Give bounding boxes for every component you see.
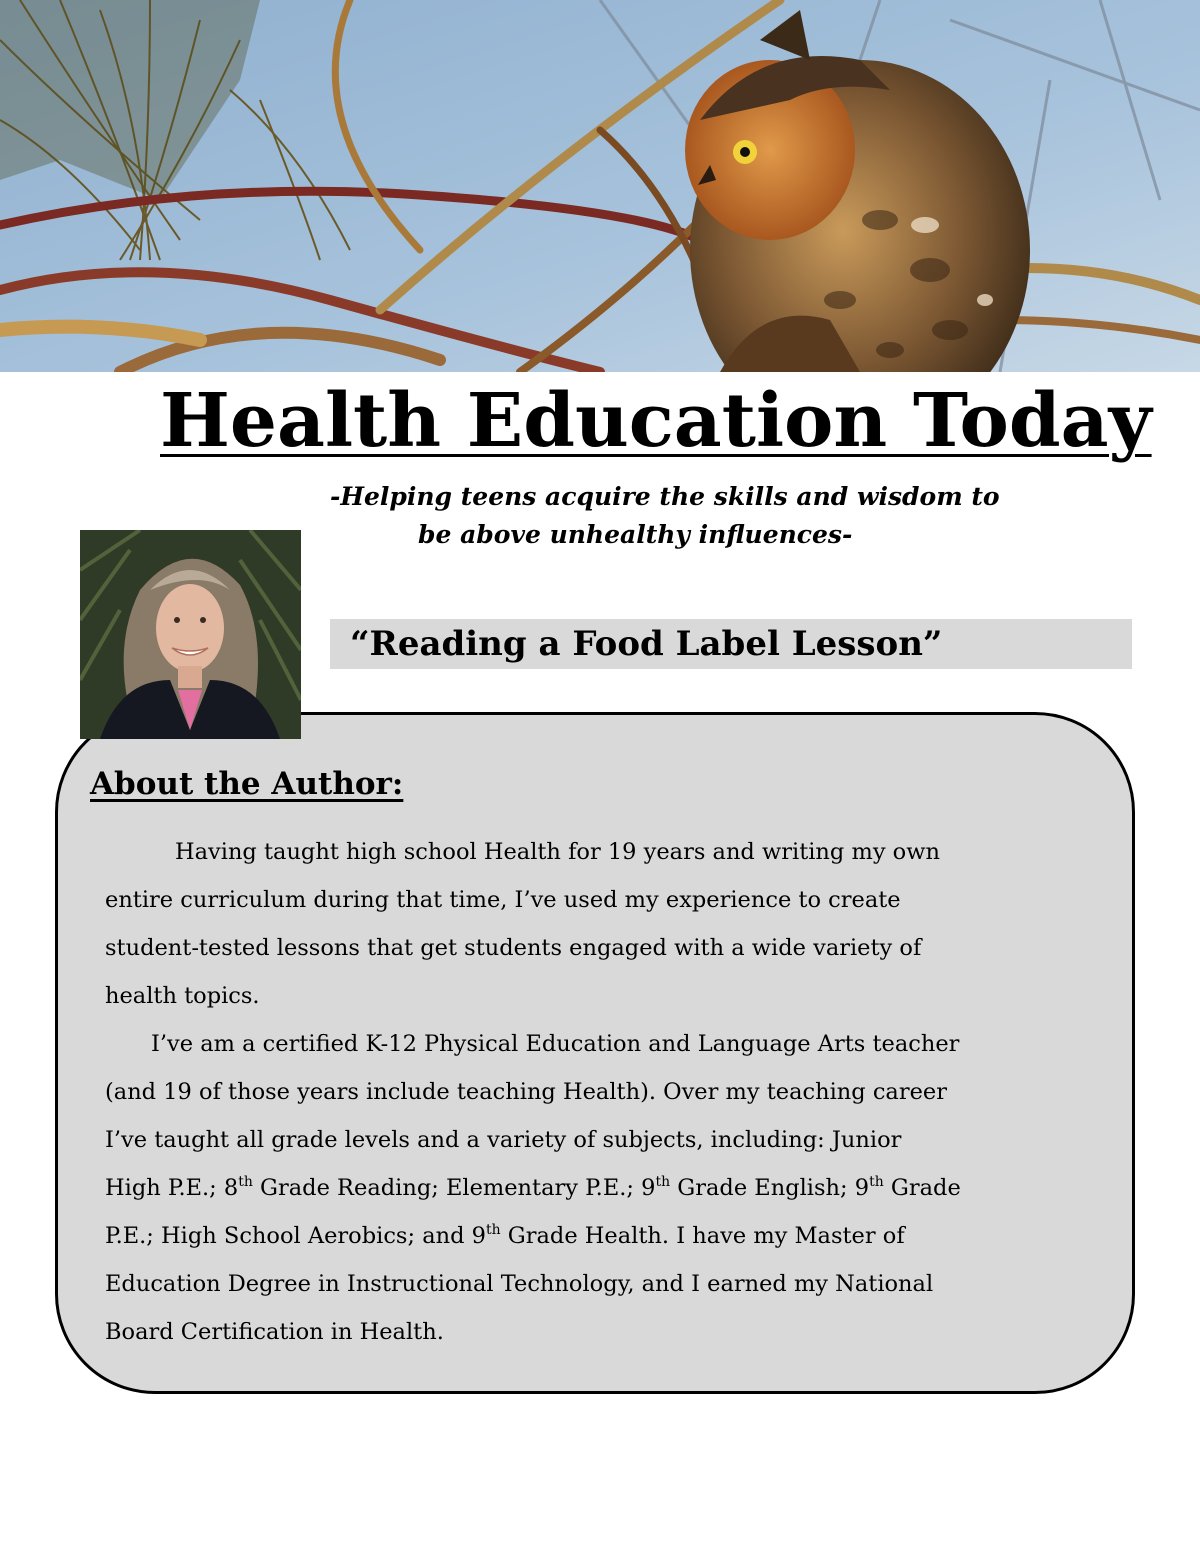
about-text-run: P.E.; High School Aerobics; and 9 [105,1223,486,1249]
about-text-run: Grade Reading; Elementary P.E.; 9 [252,1175,656,1201]
about-author-heading: About the Author: [90,766,404,802]
lesson-title-bar [330,619,1132,669]
about-line: (and 19 of those years include teaching Health). Over my teaching career [105,1079,947,1105]
about-line: entire curriculum during that time, I’ve used my experience to create [105,887,901,913]
about-line: Having taught high school Health for 19 years and writing my own [175,839,940,865]
tagline [330,478,1050,554]
tagline-line-2: be above unhealthy influences- [418,520,853,549]
about-line: I’ve taught all grade levels and a variety of subjects, including: Junior [105,1127,902,1153]
about-author-text [105,828,1105,1356]
ordinal-suffix: th [655,1174,671,1190]
about-line: student-tested lessons that get students engaged with a wide variety of [105,935,922,961]
author-portrait-image [80,530,301,739]
about-line [105,1212,1105,1260]
about-line: Education Degree in Instructional Technology, and I earned my National [105,1271,934,1297]
ordinal-suffix: th [485,1222,501,1238]
about-text-run: High P.E.; 8 [105,1175,239,1201]
about-text-run: Grade English; 9 [670,1175,870,1201]
about-text-run: Grade [883,1175,961,1201]
newsletter-title: Health Education Today [160,378,1152,464]
owl-banner-image [0,0,1200,372]
ordinal-suffix: th [238,1174,253,1190]
tagline-line-1: -Helping teens acquire the skills and wisdom to [330,482,1000,511]
about-line [105,1164,1105,1212]
about-line: Board Certification in Health. [105,1319,444,1345]
lesson-title: “Reading a Food Label Lesson” [350,624,943,664]
about-line: I’ve am a certified K-12 Physical Education and Language Arts teacher [151,1031,960,1057]
about-text-run: Grade Health. I have my Master of [500,1223,905,1249]
ordinal-suffix: th [869,1174,884,1190]
about-line: health topics. [105,983,260,1009]
